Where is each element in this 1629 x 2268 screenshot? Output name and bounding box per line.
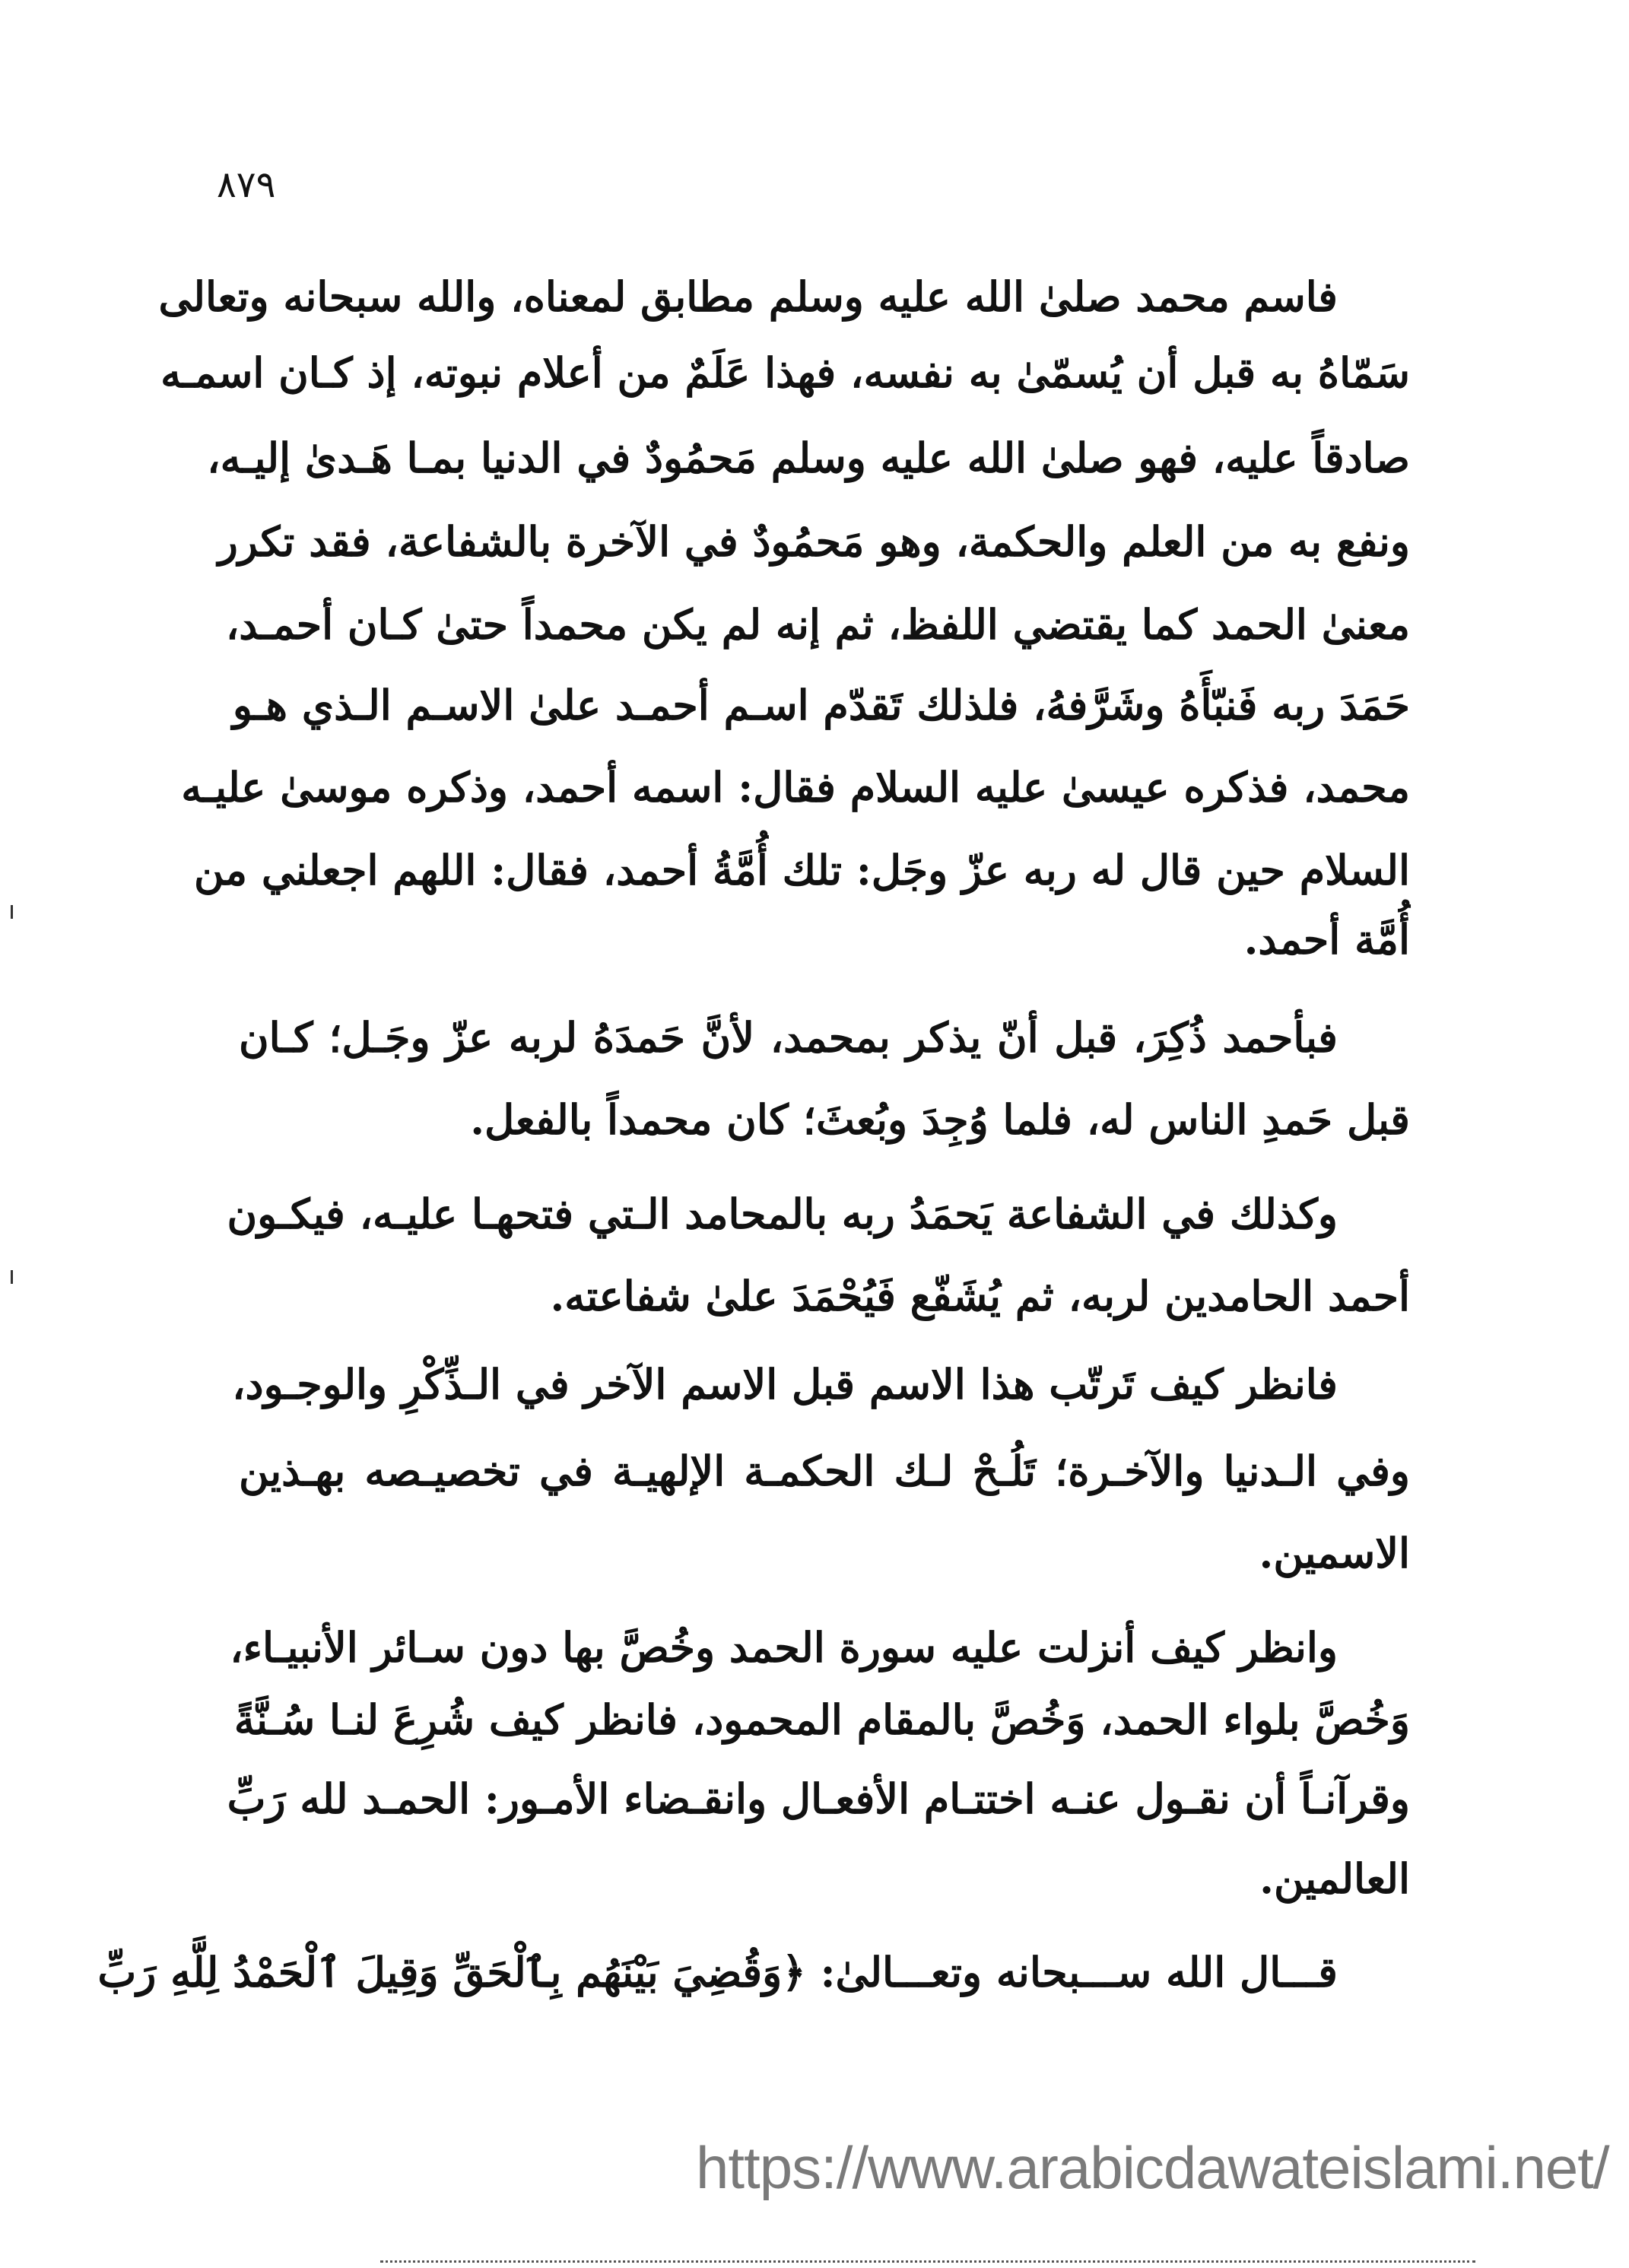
- footer-divider: [380, 2260, 1475, 2263]
- text-line: سَمّاهُ به قبل أن يُسمّىٰ به نفسه، فهذا عَلَمٌ من أعلام نبوته، إذ كـان اسمـه: [160, 348, 1410, 397]
- text-line: وقرآنـاً أن نقـول عنـه اختتـام الأفعـال وانقـضاء الأمـور: الحمـد لله رَبِّ: [227, 1774, 1410, 1823]
- text-line: وكذلك في الشفاعة يَحمَدُ ربه بالمحامد الـتي فتحهـا عليـه، فيكـون: [227, 1190, 1338, 1238]
- text-line: قبل حَمدِ الناس له، فلما وُجِدَ وبُعثَ؛ كان محمداً بالفعل.: [470, 1095, 1410, 1144]
- scan-mark: [11, 905, 13, 919]
- text-line: فانظر كيف تَرتّب هذا الاسم قبل الاسم الآخر في الـذِّكْرِ والوجـود،: [232, 1360, 1338, 1409]
- text-line: أُمَّة أحمد.: [1243, 915, 1410, 964]
- text-line: ونفع به من العلم والحكمة، وهو مَحمُودٌ في الآخرة بالشفاعة، فقد تكرر: [218, 517, 1410, 566]
- text-line: وَخُصَّ بلواء الحمد، وَخُصَّ بالمقام المحمود، فانظر كيف شُرِعَ لنـا سُـنَّةً: [233, 1695, 1410, 1744]
- scan-mark: [11, 1270, 13, 1284]
- text-line: فبأحمد ذُكِرَ، قبل أنّ يذكر بمحمد، لأنَّ حَمدَهُ لربه عزّ وجَـل؛ كـان: [239, 1013, 1338, 1062]
- text-line: معنىٰ الحمد كما يقتضي اللفظ، ثم إنه لم يكن محمداً حتىٰ كـان أحمـد،: [225, 600, 1410, 649]
- text-line: فاسم محمد صلىٰ الله عليه وسلم مطابق لمعناه، والله سبحانه وتعالى: [158, 272, 1338, 321]
- text-line: قـــال الله ســـبحانه وتعـــالىٰ: ﴿وَقُضِيَ بَيْنَهُم بِٱلْحَقِّ وَقِيلَ ٱلْحَمْدُ لِلَّهِ رَبِّ: [97, 1948, 1338, 1996]
- text-line: وفي الـدنيا والآخـرة؛ تَلُـحْ لـك الحكمـة الإلهيـة في تخصيـصه بهـذين: [239, 1447, 1410, 1495]
- text-line: العالمين.: [1259, 1854, 1410, 1903]
- text-line: الاسمين.: [1259, 1529, 1410, 1577]
- text-line: أحمد الحامدين لربه، ثم يُشَفّع فَيُحْمَدَ علىٰ شفاعته.: [550, 1272, 1410, 1320]
- text-line: السلام حين قال له ربه عزّ وجَل: تلك أُمَّةُ أحمد، فقال: اللهم اجعلني من: [194, 846, 1410, 894]
- text-line: وانظر كيف أنزلت عليه سورة الحمد وخُصَّ بها دون سـائر الأنبيـاء،: [230, 1623, 1338, 1672]
- page-number: ٨٧٩: [217, 164, 276, 206]
- watermark-url: https://www.arabicdawateislami.net/: [696, 2134, 1609, 2201]
- text-line: صادقاً عليه، فهو صلىٰ الله عليه وسلم مَحمُودٌ في الدنيا بمـا هَـدىٰ إليـه،: [207, 434, 1410, 482]
- text-line: حَمَدَ ربه فَنبّأَهُ وشَرَّفهُ، فلذلك تَقدّم اسـم أحمـد علىٰ الاسـم الـذي هـو: [232, 681, 1410, 729]
- text-line: محمد، فذكره عيسىٰ عليه السلام فقال: اسمه أحمد، وذكره موسىٰ عليـه: [181, 763, 1410, 812]
